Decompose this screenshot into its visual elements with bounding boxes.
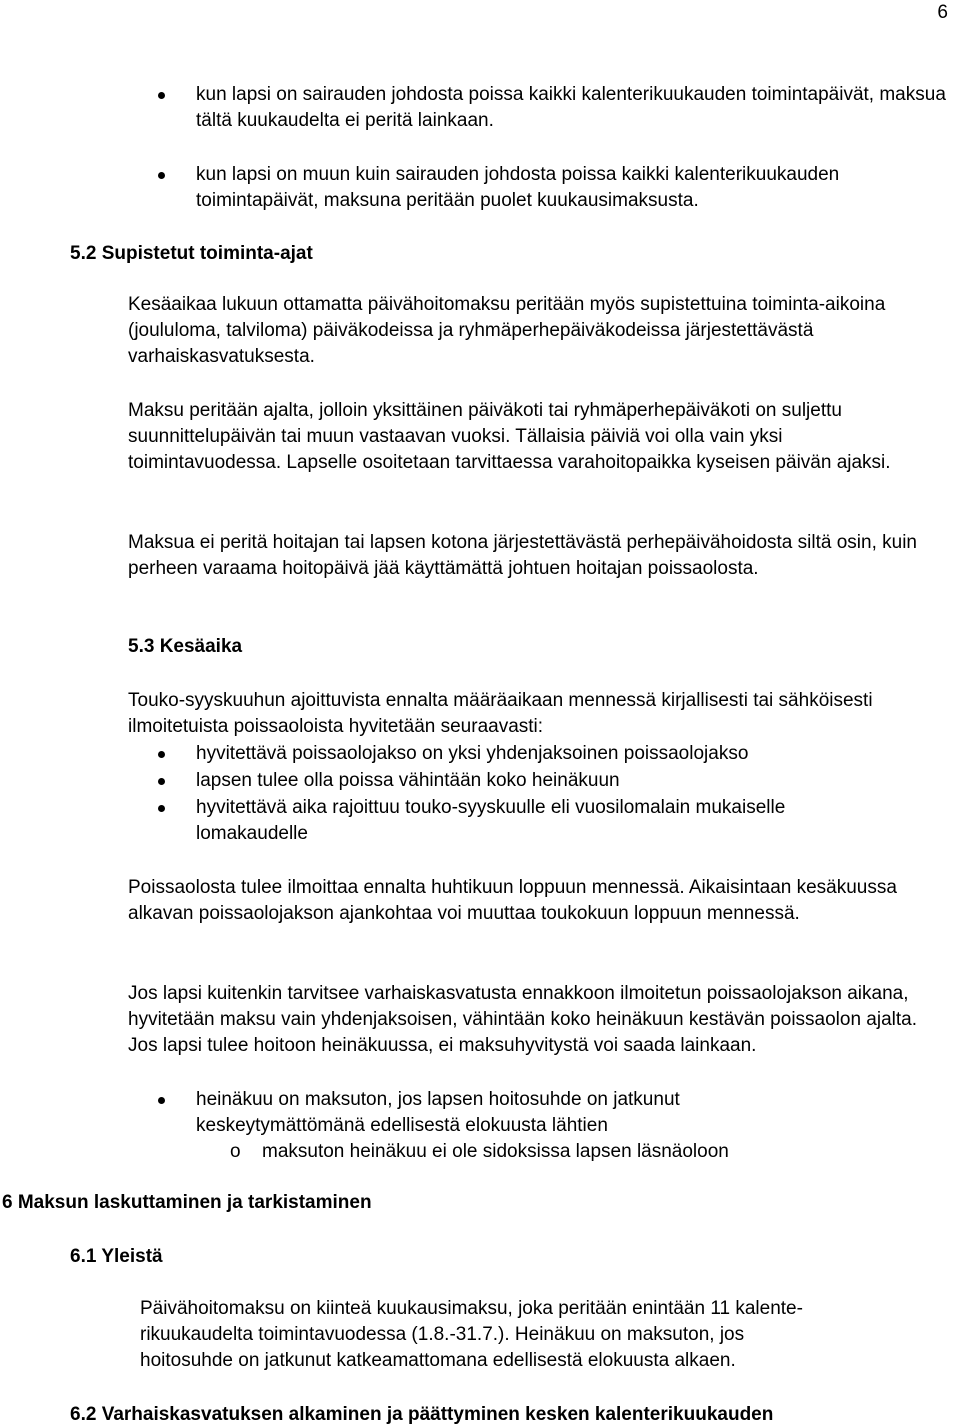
section-heading-6-2: 6.2 Varhaiskasvatuksen alkaminen ja päättyminen kesken kalenterikuukauden bbox=[70, 1404, 774, 1425]
paragraph: Jos lapsi kuitenkin tarvitsee varhaiskasvatusta ennakkoon ilmoitetun poissaolojakson aikana, hyvitetään maksu vain yhdenjaksoisen, vähintään koko heinäkuun kestävän poissaolon ajalta. Jos lapsi tulee hoitoon heinäkuussa, ei maksuhyvitystä voi saada lainkaan. bbox=[128, 983, 918, 1056]
paragraph: Poissaolosta tulee ilmoittaa ennalta huhtikuun loppuun mennessä. Aikaisintaan kesäkuussa alkavan poissaolojakson ajankohtaa voi muuttaa toukokuun loppuun mennessä. bbox=[128, 877, 897, 924]
list-item-text: heinäkuu on maksuton, jos lapsen hoitosuhde on jatkunut keskeytymättömänä edellisestä elokuusta lähtien bbox=[196, 1089, 680, 1136]
list-item bbox=[158, 162, 948, 214]
section-heading-5-3: 5.3 Kesäaika bbox=[128, 636, 243, 657]
list-item-text: hyvitettävä aika rajoittuu touko-syyskuulle eli vuosilomalain mukaiselle lomakaudelle bbox=[196, 797, 786, 844]
paragraph-line: Päivähoitomaksu on kiinteä kuukausimaksu, joka peritään enintään 11 kalente- bbox=[140, 1298, 803, 1319]
sub-list bbox=[230, 1139, 870, 1165]
paragraph: Maksua ei peritä hoitajan tai lapsen kotona järjestettävästä perhepäivähoidosta siltä osin, kuin perheen varaama hoitopäivä jää käyttämättä johtuen hoitajan poissaolosta. bbox=[128, 532, 917, 579]
paragraph: Kesäaikaa lukuun ottamatta päivähoitomaksu peritään myös supistettuina toiminta-aikoina (joululoma, talviloma) päiväkodeissa ja ryhmäperhepäiväkodeissa järjestettävästä varhaiskasvatuksesta. bbox=[128, 294, 886, 367]
section-heading-6: 6 Maksun laskuttaminen ja tarkistaminen bbox=[2, 1192, 372, 1213]
bullet-icon bbox=[158, 751, 165, 758]
list-item bbox=[158, 82, 948, 134]
page-number: 6 bbox=[937, 2, 948, 23]
paragraph: Touko-syyskuuhun ajoittuvista ennalta määräaikaan mennessä kirjallisesti tai sähköisesti ilmoitetuista poissaoloista hyvitetään seuraavasti: bbox=[128, 690, 873, 737]
sub-list-item bbox=[230, 1139, 870, 1165]
section-heading-5-2: 5.2 Supistetut toiminta-ajat bbox=[70, 243, 313, 264]
bullet-icon bbox=[158, 778, 165, 785]
list-item-text: hyvitettävä poissaolojakso on yksi yhdenjaksoinen poissaolojakso bbox=[196, 743, 749, 764]
list-item bbox=[158, 1087, 798, 1165]
bullet-icon bbox=[158, 92, 165, 99]
paragraph-line: rikuukaudelta toimintavuodessa (1.8.-31.7.). Heinäkuu on maksuton, jos bbox=[140, 1324, 745, 1345]
bullet-icon bbox=[158, 805, 165, 812]
bullet-icon bbox=[158, 1097, 165, 1104]
list-item bbox=[158, 795, 898, 847]
sub-list-item-text: maksuton heinäkuu ei ole sidoksissa lapsen läsnäoloon bbox=[262, 1141, 729, 1162]
july-bullet-list bbox=[158, 1087, 798, 1165]
list-item bbox=[158, 741, 898, 767]
top-bullet-list bbox=[158, 82, 948, 214]
bullet-icon bbox=[158, 172, 165, 179]
circle-bullet-icon: o bbox=[230, 1141, 241, 1162]
summer-bullet-list bbox=[158, 741, 898, 847]
list-item bbox=[158, 768, 898, 794]
list-item-text: kun lapsi on sairauden johdosta poissa kaikki kalenterikuukauden toimintapäivät, maksua tältä kuukaudelta ei peritä lainkaan. bbox=[196, 84, 946, 131]
list-item-text: lapsen tulee olla poissa vähintään koko heinäkuun bbox=[196, 770, 620, 791]
list-item-text: kun lapsi on muun kuin sairauden johdosta poissa kaikki kalenterikuukauden toimintapäivät, maksuna peritään puolet kuukausimaksusta. bbox=[196, 164, 840, 211]
paragraph: Maksu peritään ajalta, jolloin yksittäinen päiväkoti tai ryhmäperhepäiväkoti on suljettu suunnittelupäivän tai muun vastaavan vuoksi. Tällaisia päiviä voi olla vain yksi toimintavuodessa. Lapselle osoitetaan tarvittaessa varahoitopaikka kyseisen päivän ajaksi. bbox=[128, 400, 891, 473]
section-heading-6-1: 6.1 Yleistä bbox=[70, 1246, 163, 1267]
paragraph-line: hoitosuhde on jatkunut katkeamattomana edellisestä elokuusta alkaen. bbox=[140, 1350, 736, 1371]
paragraph bbox=[140, 1296, 955, 1374]
